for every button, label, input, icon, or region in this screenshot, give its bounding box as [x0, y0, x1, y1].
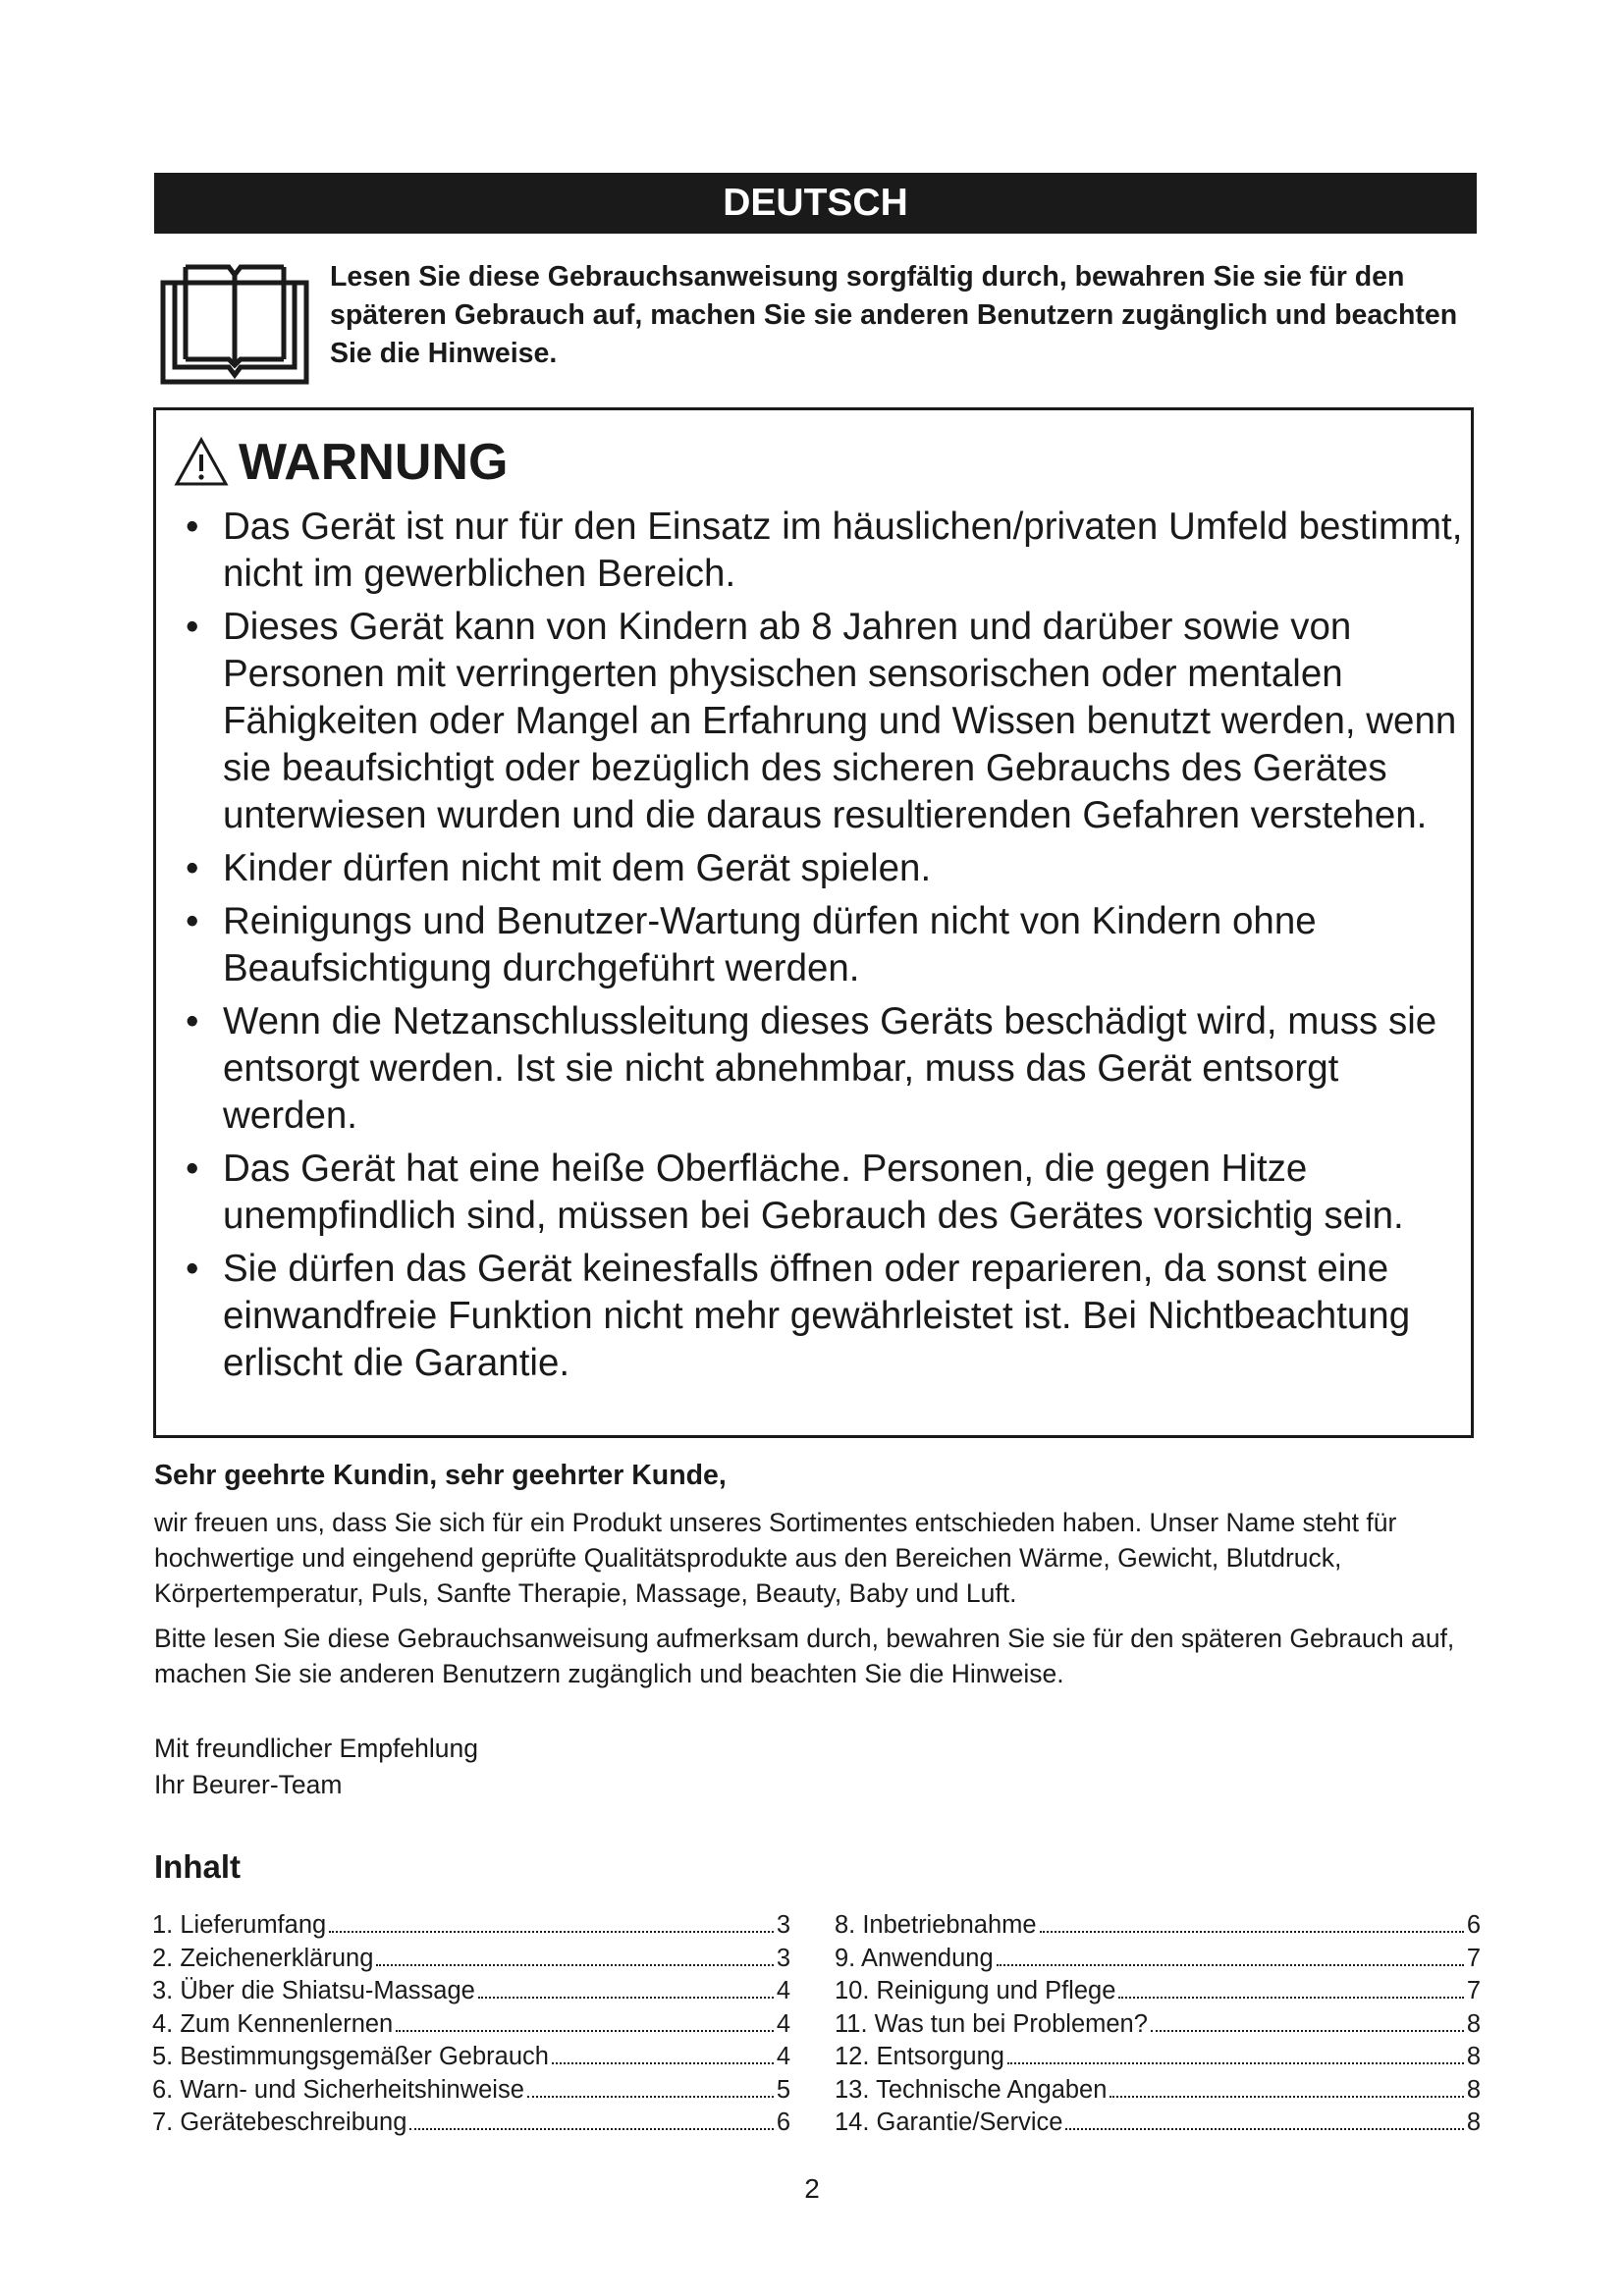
toc-entry-page: 7 — [1466, 1944, 1481, 1972]
toc-entry — [152, 1909, 790, 1943]
toc-leader-dots — [478, 1997, 774, 1999]
toc-entry-page: 5 — [776, 2075, 790, 2104]
toc-entry — [835, 1943, 1481, 1976]
toc-entry — [152, 2074, 790, 2108]
toc-entry-title: 2. Zeichenerklärung — [152, 1944, 374, 1972]
toc-entry-title: 1. Lieferumfang — [152, 1911, 327, 1939]
toc-entry-title: 14. Garantie/Service — [835, 2109, 1063, 2136]
warning-item: • Reinigungs und Benutzer-Wartung dürfen nicht von Kindern ohne Beaufsichtigung durchgeführt werden. — [174, 898, 1470, 992]
toc-leader-dots — [329, 1931, 774, 1933]
toc-leader-dots — [997, 1964, 1464, 1966]
warning-item: • Dieses Gerät kann von Kindern ab 8 Jahren und darüber sowie von Personen mit verringerten physischen sensorischen oder mentalen Fähigkeiten oder Mangel an Erfahrung und Wissen benutzt werden, wenn sie beaufsichtigt oder bezüglich des sicheren Gebrauchs des Gerätes unterwiesen wurden und die daraus resultierenden Gefahren verstehen. — [174, 604, 1470, 839]
toc-entry-title: 5. Bestimmungsgemäßer Gebrauch — [152, 2043, 549, 2070]
toc-leader-dots — [1151, 2030, 1464, 2032]
warning-list — [174, 504, 1470, 1393]
page-number: 2 — [804, 2173, 820, 2204]
toc-leader-dots — [396, 2030, 774, 2032]
language-banner: DEUTSCH — [154, 173, 1477, 234]
toc-leader-dots — [552, 2062, 774, 2064]
toc-entry — [152, 2041, 790, 2074]
toc-heading: Inhalt — [154, 1848, 241, 1885]
toc-entry — [835, 2008, 1481, 2042]
toc-entry-page: 6 — [776, 2109, 790, 2136]
toc-entry-page: 7 — [1466, 1977, 1481, 2004]
toc-entry-title: 12. Entsorgung — [835, 2043, 1004, 2070]
toc-leader-dots — [409, 2128, 773, 2130]
toc-entry — [835, 2074, 1481, 2108]
toc-leader-dots — [376, 1964, 773, 1966]
toc-entry-title: 10. Reinigung und Pflege — [835, 1977, 1116, 2004]
letter-paragraph: Bitte lesen Sie diese Gebrauchsanweisung aufmerksam durch, bewahren Sie sie für den späteren Gebrauch auf, machen Sie sie anderen Benutzern zugänglich und beachten Sie die Hinweise. — [154, 1624, 1455, 1688]
letter-closing — [154, 1731, 478, 1803]
toc-entry-title: 4. Zum Kennenlernen — [152, 2009, 394, 2038]
toc-column-left — [152, 1909, 790, 2140]
toc-leader-dots — [1007, 2062, 1464, 2064]
toc-entry-title: 7. Gerätebeschreibung — [152, 2109, 407, 2136]
toc-entry-title: 8. Inbetriebnahme — [835, 1911, 1037, 1939]
toc-entry-page: 6 — [1466, 1911, 1481, 1939]
toc-entry-page: 4 — [776, 2009, 790, 2038]
toc-entry-page: 3 — [776, 1911, 790, 1939]
toc-entry-page: 8 — [1466, 2075, 1481, 2104]
warning-triangle-icon — [174, 437, 229, 488]
toc-entry — [152, 1975, 790, 2008]
toc-leader-dots — [1118, 1997, 1463, 1999]
warning-item: • Kinder dürfen nicht mit dem Gerät spielen. — [174, 845, 1470, 892]
intro-text: Lesen Sie diese Gebrauchsanweisung sorgfältig durch, bewahren Sie sie für den späteren Gebrauch auf, machen Sie sie anderen Benutzern zugänglich und beachten Sie die Hinweise. — [330, 261, 1458, 369]
toc-entry-page: 8 — [1466, 2043, 1481, 2070]
toc-entry-page: 8 — [1466, 2109, 1481, 2136]
warning-item: • Wenn die Netzanschlussleitung dieses Geräts beschädigt wird, muss sie entsorgt werden. Ist sie nicht abnehmbar, muss das Gerät entsorgt werden. — [174, 998, 1470, 1140]
toc-entry-page: 4 — [776, 2043, 790, 2070]
toc-entry — [835, 2041, 1481, 2074]
toc-leader-dots — [1065, 2128, 1463, 2130]
warning-item: • Das Gerät ist nur für den Einsatz im häuslichen/privaten Umfeld bestimmt, nicht im gewerblichen Bereich. — [174, 504, 1470, 598]
toc-leader-dots — [527, 2096, 774, 2098]
toc-entry-title: 6. Warn- und Sicherheitshinweise — [152, 2075, 524, 2104]
toc-entry — [835, 2107, 1481, 2140]
warning-item: • Das Gerät hat eine heiße Oberfläche. Personen, die gegen Hitze unempfindlich sind, müssen bei Gebrauch des Gerätes vorsichtig sein. — [174, 1146, 1470, 1240]
toc-leader-dots — [1110, 2096, 1463, 2098]
warning-header — [174, 428, 508, 497]
toc-entry-page: 3 — [776, 1944, 790, 1972]
toc-entry-page: 4 — [776, 1977, 790, 2004]
toc-entry-title: 9. Anwendung — [835, 1944, 994, 1972]
letter-greeting: Sehr geehrte Kundin, sehr geehrter Kunde, — [154, 1460, 727, 1491]
toc-entry — [152, 2008, 790, 2042]
toc-column-right — [835, 1909, 1481, 2140]
toc-entry-title: 13. Technische Angaben — [835, 2075, 1108, 2104]
toc-entry — [835, 1909, 1481, 1943]
toc-entry-title: 3. Über die Shiatsu-Massage — [152, 1977, 475, 2004]
closing-line: Mit freundlicher Empfehlung — [154, 1734, 478, 1763]
open-book-icon — [160, 257, 309, 385]
warning-item: • Sie dürfen das Gerät keinesfalls öffnen oder reparieren, da sonst eine einwandfreie Funktion nicht mehr gewährleistet ist. Bei Nichtbeachtung erlischt die Garantie. — [174, 1246, 1470, 1387]
toc-entry — [152, 1943, 790, 1976]
toc-entry-page: 8 — [1466, 2009, 1481, 2038]
closing-signature: Ihr Beurer-Team — [154, 1770, 343, 1799]
toc-leader-dots — [1040, 1931, 1464, 1933]
toc-entry — [152, 2107, 790, 2140]
letter-paragraph: wir freuen uns, dass Sie sich für ein Produkt unseres Sortimentes entschieden haben. Unser Name steht für hochwertige und eingehend geprüfte Qualitätsprodukte aus den Bereichen Wärme, Gewicht, Blutdruck, Körpertemperatur, Puls, Sanfte Therapie, Massage, Beauty, Baby und Luft. — [154, 1508, 1397, 1608]
toc-entry-title: 11. Was tun bei Problemen? — [835, 2009, 1148, 2038]
warning-title: WARNUNG — [239, 434, 509, 491]
toc-entry — [835, 1975, 1481, 2008]
warning-box — [153, 407, 1474, 1438]
